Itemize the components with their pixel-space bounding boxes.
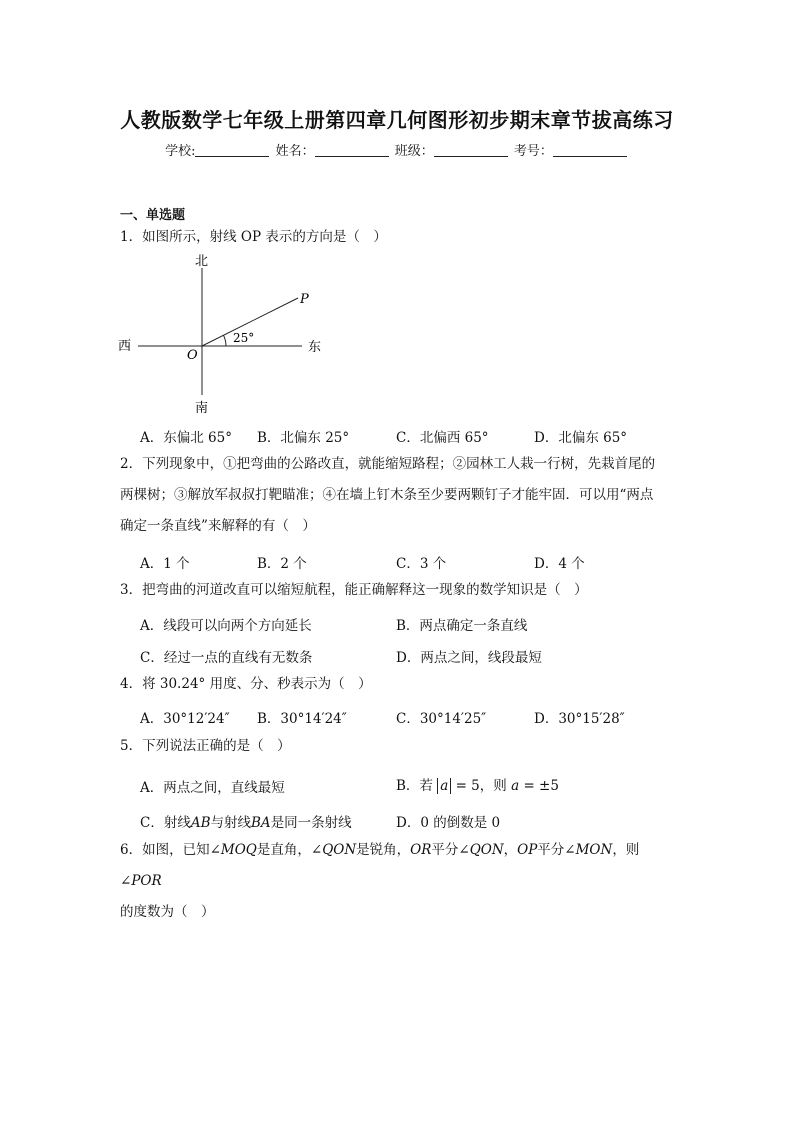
q2-line-3: 确定一条直线”来解释的有（ ） [120, 518, 316, 534]
var-a: a [440, 778, 449, 794]
q6-text-5: ， [503, 842, 518, 858]
q4-option-a[interactable]: A．30°12′24″ [140, 711, 230, 727]
ray-op-text: OP [517, 842, 538, 858]
q3-option-c[interactable]: C．经过一点的直线有无数条 [140, 650, 313, 666]
question-2 [120, 449, 680, 542]
number-label: 考号： [513, 144, 553, 159]
q3-option-b[interactable]: B．两点确定一条直线 [396, 618, 528, 634]
ray-ba: BA [251, 815, 271, 831]
q3-option-d[interactable]: D．两点之间，线段最短 [396, 650, 542, 666]
q6-text-6: 平分∠ [537, 842, 576, 858]
q3-option-a[interactable]: A．线段可以向两个方向延长 [140, 618, 312, 634]
east-label: 东 [308, 340, 322, 355]
question-6 [120, 835, 680, 928]
q5-b-mid: = 5，则 [455, 778, 507, 794]
q1-option-b[interactable]: B．北偏东 25° [257, 430, 350, 446]
q6-text-2: 是直角，∠ [256, 842, 323, 858]
q4-option-b[interactable]: B．30°14′24″ [257, 711, 347, 727]
q2-option-a[interactable]: A．1 个 [140, 556, 190, 572]
name-label: 姓名： [275, 144, 315, 159]
ray-ab: AB [190, 815, 211, 831]
q5-c-mid: 与射线 [210, 815, 252, 831]
point-p-label: P [300, 292, 309, 307]
q5-c-end: 是同一条射线 [270, 815, 352, 831]
angle-mon: MON [575, 842, 613, 858]
section-heading: 一、单选题 [120, 208, 186, 223]
q6-text-3: 是锐角， [356, 842, 411, 858]
question-3: 3．把弯曲的河道改直可以缩短航程，能正确解释这一现象的数学知识是（ ） [120, 582, 588, 598]
absolute-value [437, 778, 451, 794]
q6-text-7: ，则∠ [120, 842, 640, 889]
question-4: 4．将 30.24° 用度、分、秒表示为（ ） [120, 676, 372, 692]
q5-option-d[interactable]: D．0 的倒数是 0 [396, 815, 501, 831]
q2-option-b[interactable]: B．2 个 [257, 556, 307, 572]
q5-b-end: = ±5 [523, 778, 559, 794]
q5-b-prefix: B．若 [396, 778, 433, 794]
q5-c-prefix: C．射线 [140, 815, 191, 831]
q6-text-1: 6．如图，已知∠ [120, 842, 221, 858]
name-blank[interactable] [315, 144, 389, 157]
var-a-2: a [511, 778, 520, 794]
q1-option-c[interactable]: C．北偏西 65° [396, 430, 489, 446]
page-title: 人教版数学七年级上册第四章几何图形初步期末章节拔高练习 [120, 108, 674, 132]
school-label: 学校: [165, 144, 196, 159]
question-5: 5．下列说法正确的是（ ） [120, 738, 291, 754]
direction-figure [110, 250, 340, 420]
north-label: 北 [195, 254, 209, 269]
q2-line-1: 2．下列现象中，①把弯曲的公路改直，就能缩短路程；②园林工人栽一行树，先栽首尾的 [120, 456, 656, 472]
q6-line-1 [120, 835, 680, 897]
angle-por: POR [131, 873, 162, 889]
ray-or: OR [410, 842, 432, 858]
angle-qon-2: QON [469, 842, 504, 858]
student-info [0, 140, 794, 159]
q2-option-d[interactable]: D．4 个 [534, 556, 585, 572]
question-1: 1．如图所示，射线 OP 表示的方向是（ ） [120, 229, 387, 245]
q1-option-d[interactable]: D．北偏东 65° [534, 430, 628, 446]
angle-moq: MOQ [220, 842, 257, 858]
q4-option-d[interactable]: D．30°15′28″ [534, 711, 625, 727]
q5-option-b[interactable] [396, 774, 559, 794]
q4-option-c[interactable]: C．30°14′25″ [396, 711, 487, 727]
q5-option-a[interactable]: A．两点之间，直线最短 [140, 780, 285, 796]
q2-line-2: 两棵树；③解放军叔叔打靶瞄准；④在墙上钉木条至少要两颗钉子才能牢固．可以用“两点 [120, 487, 654, 503]
q2-option-c[interactable]: C．3 个 [396, 556, 447, 572]
q1-option-a[interactable]: A．东偏北 65° [140, 430, 232, 446]
south-label: 南 [195, 401, 209, 416]
west-label: 西 [118, 339, 132, 354]
class-label: 班级： [394, 144, 434, 159]
angle-arc [224, 335, 227, 346]
q5-option-c[interactable] [140, 811, 352, 831]
angle-qon: QON [322, 842, 357, 858]
q6-text-4: 平分∠ [431, 842, 470, 858]
number-blank[interactable] [553, 144, 627, 157]
q6-line-2: 的度数为（ ） [120, 904, 215, 920]
school-blank[interactable] [195, 144, 269, 157]
point-o-label: O [187, 348, 198, 363]
class-blank[interactable] [434, 144, 508, 157]
angle-label: 25° [233, 331, 255, 345]
